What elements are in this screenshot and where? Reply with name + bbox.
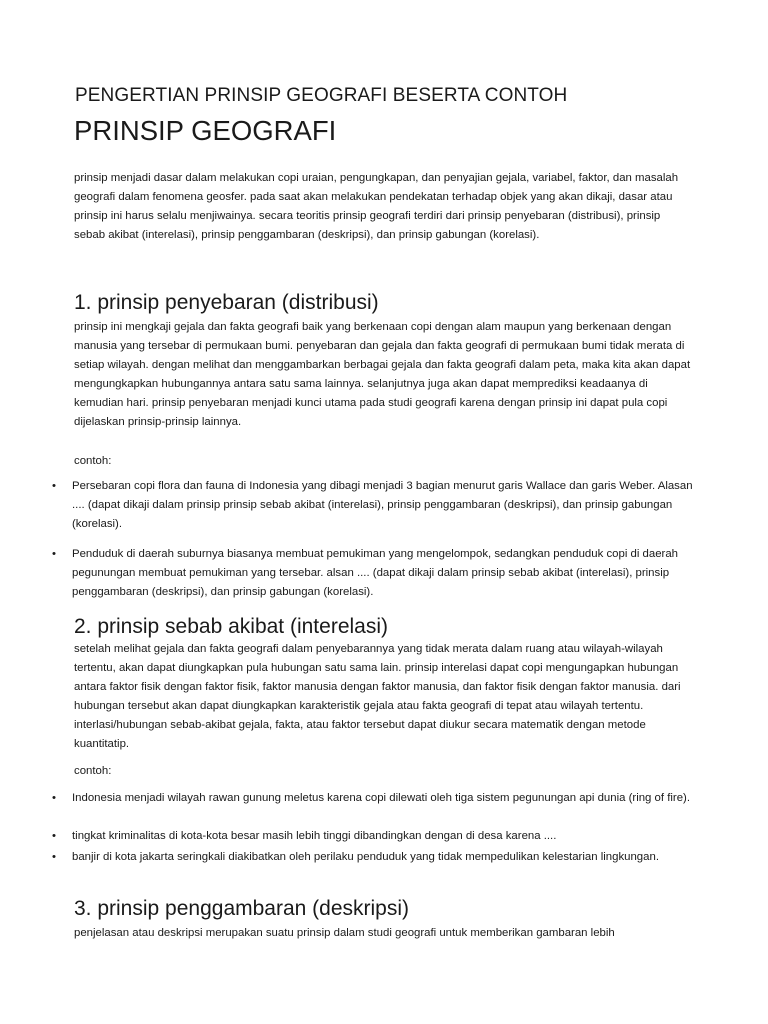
contoh-label: contoh:	[74, 765, 112, 777]
list-item: tingkat kriminalitas di kota-kota besar masih lebih tinggi dibandingkan dengan di desa karena ....	[72, 830, 557, 842]
intro-paragraph: prinsip menjadi dasar dalam melakukan copi uraian, pengungkapan, dan penyajian gejala, variabel, faktor, dan masalah geografi dalam fenomena geosfer. pada saat akan melakukan pendekatan terhadap objek yang akan dikaji, dasar atau prinsip ini harus selalu menjiwainya. secara teoritis prinsip geografi terdiri dari prinsip penyebaran (distribusi), prinsip sebab akibat (interelasi), prinsip penggambaran (deskripsi), dan prinsip gabungan (korelasi).	[74, 172, 679, 241]
section-body-distribusi: prinsip ini mengkaji gejala dan fakta geografi baik yang berkenaan copi dengan alam maupun yang berkenaan dengan manusia yang tersebar di permukaan bumi. penyebaran dan gejala dan fakta geografi di permukaan bumi tidak merata di setiap wilayah. dengan melihat dan menggambarkan berbagai gejala dan fakta geografi dalam peta, maka kita akan dapat mengungkapkan hubungannya antara satu sama lainnya. selanjutnya juga akan dapat memprediksi keadaanya di kemudian hari. prinsip penyebaran menjadi kunci utama pada studi geografi karena dengan prinsip ini dapat pula copi dijelaskan prinsip-prinsip lainnya.	[74, 321, 691, 428]
list-item: Indonesia menjadi wilayah rawan gunung meletus karena copi dilewati oleh tiga sistem pegunungan api dunia (ring of fire).	[72, 792, 691, 804]
bullet-marker: •	[52, 792, 56, 804]
section-body-interelasi: setelah melihat gejala dan fakta geografi dalam penyebarannya yang tidak merata dalam ruang atau wilayah-wilayah tertentu, akan dapat diungkapkan pula hubungan satu sama lain. prinsip interelasi dapat copi mengungapkan hubungan antara faktor fisik dengan faktor fisik, faktor manusia dengan faktor manusia, dan faktor fisik dengan faktor manusia. dari hubungan tersebut akan dapat diungkapkan karakteristik gejala atau fakta geografi di tepat atau wilayah tertentu. interlasi/hubungan sebab-akibat gejala, fakta, atau faktor tersebut dapat diukur secara matematik dengan metode kuantitatip.	[74, 643, 681, 750]
bullet-marker: •	[52, 830, 56, 842]
list-item: banjir di kota jakarta seringkali diakibatkan oleh perilaku penduduk yang tidak mempedulikan kelestarian lingkungan.	[72, 851, 659, 863]
list-item: Persebaran copi flora dan fauna di Indonesia yang dibagi menjadi 3 bagian menurut garis Wallace dan garis Weber. Alasan .... (dapat dikaji dalam prinsip prinsip sebab akibat (interelasi), prinsip penggambaran (deskripsi), dan prinsip gabungan (korelasi).	[72, 480, 693, 530]
bullet-marker: •	[52, 851, 56, 863]
bullet-marker: •	[52, 548, 56, 560]
list-item: Penduduk di daerah suburnya biasanya membuat pemukiman yang mengelompok, sedangkan penduduk copi di daerah pegunungan membuat pemukiman yang tersebar. alsan .... (dapat dikaji dalam prinsip sebab akibat (interelasi), prinsip penggambaran (deskripsi), dan prinsip gabungan (korelasi).	[72, 548, 679, 598]
section-heading-interelasi: 2. prinsip sebab akibat (interelasi)	[74, 615, 388, 638]
bullet-marker: •	[52, 480, 56, 492]
section-heading-distribusi: 1. prinsip penyebaran (distribusi)	[74, 291, 379, 314]
section-body-deskripsi: penjelasan atau deskripsi merupakan suatu prinsip dalam studi geografi untuk memberikan gambaran lebih	[74, 927, 615, 939]
section-heading-deskripsi: 3. prinsip penggambaran (deskripsi)	[74, 897, 410, 920]
document-main-heading: PRINSIP GEOGRAFI	[74, 115, 337, 146]
document-title: PENGERTIAN PRINSIP GEOGRAFI BESERTA CONTOH	[75, 85, 568, 106]
contoh-label: contoh:	[74, 455, 112, 467]
